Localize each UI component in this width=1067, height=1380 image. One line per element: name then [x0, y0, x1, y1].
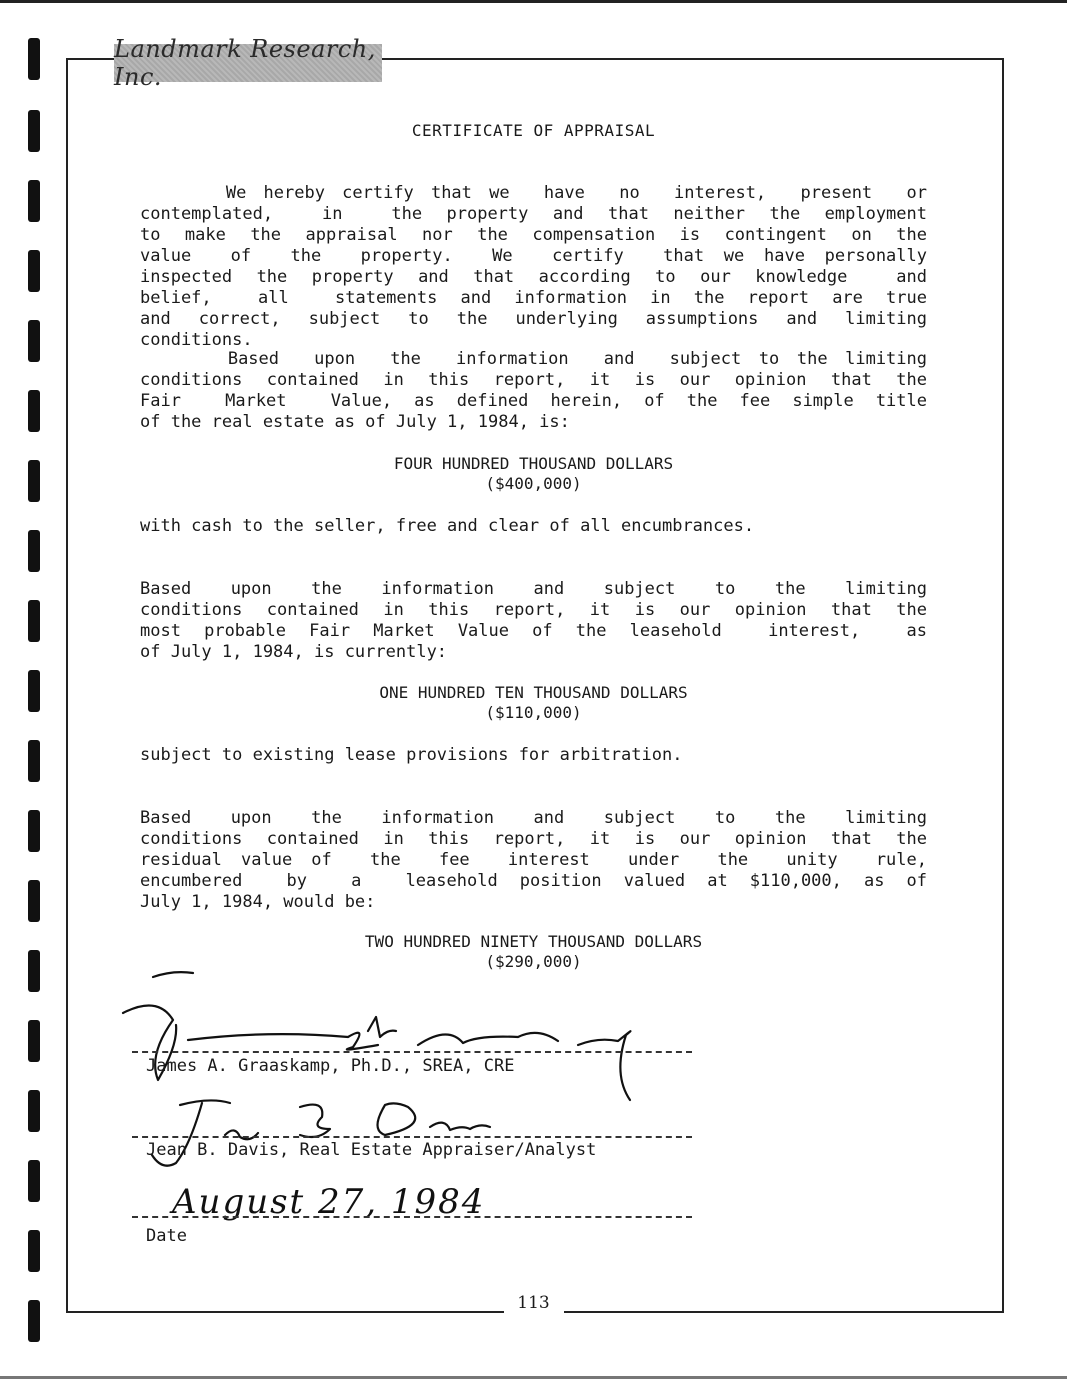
binding-hole [28, 810, 40, 852]
text-line: inspected the property and that according to our knowledge and [140, 267, 927, 287]
binding-hole [28, 1020, 40, 1062]
text-line: July 1, 1984, would be: [140, 892, 376, 912]
page-top-edge [0, 0, 1067, 3]
binding-hole [28, 1230, 40, 1272]
date-label: Date [146, 1226, 187, 1246]
text-line: Fair Market Value, as defined herein, of the fee simple title [140, 391, 927, 411]
text-line: belief, all statements and information in the report are true [140, 288, 927, 308]
binding-hole [28, 1090, 40, 1132]
text-line: conditions. [140, 330, 253, 350]
document-title: CERTIFICATE OF APPRAISAL [411, 121, 656, 140]
text-line: Based upon the information and subject to the limiting [140, 808, 927, 828]
value-in-words: FOUR HUNDRED THOUSAND DOLLARS [393, 454, 674, 473]
text-line: encumbered by a leasehold position valued at $110,000, as of [140, 871, 927, 891]
text-line: value of the property. We certify that we have personally [140, 246, 927, 266]
leasehold-value [0, 683, 1067, 723]
value-in-figures: ($110,000) [485, 703, 582, 722]
leasehold-opinion-paragraph [140, 579, 927, 663]
certification-paragraph [140, 183, 927, 351]
text-line: residual value of the fee interest under the unity rule, [140, 850, 927, 870]
text-line: subject to existing lease provisions for arbitration. [140, 745, 683, 765]
value-in-words: ONE HUNDRED TEN THOUSAND DOLLARS [379, 683, 688, 702]
binding-hole [28, 38, 40, 80]
fee-simple-value [0, 454, 1067, 494]
text-line: conditions contained in this report, it is our opinion that the [140, 370, 927, 390]
binding-hole [28, 180, 40, 222]
value-in-figures: ($290,000) [485, 952, 582, 971]
letterhead-logo [114, 35, 382, 91]
text-line: conditions contained in this report, it is our opinion that the [140, 600, 927, 620]
graaskamp-signature [118, 965, 648, 1105]
binding-hole [28, 250, 40, 292]
binding-hole [28, 880, 40, 922]
binding-hole [28, 320, 40, 362]
date-line [132, 1216, 692, 1218]
text-line: with cash to the seller, free and clear of all encumbrances. [140, 516, 755, 536]
fee-simple-value-note [140, 516, 927, 537]
signatory-name: James A. Graaskamp, Ph.D., SREA, CRE [146, 1056, 515, 1076]
text-line: to make the appraisal nor the compensation is contingent on the [140, 225, 927, 245]
binding-hole [28, 740, 40, 782]
page-number: 113 [517, 1293, 550, 1313]
value-in-words: TWO HUNDRED NINETY THOUSAND DOLLARS [364, 932, 703, 951]
binding-hole [28, 530, 40, 572]
text-line: and correct, subject to the underlying assumptions and limiting [140, 309, 927, 329]
text-line: Based upon the information and subject to the limiting [140, 349, 927, 369]
fee-simple-opinion-paragraph [140, 349, 927, 433]
residual-value-paragraph [140, 808, 927, 913]
signatory-name: Jean B. Davis, Real Estate Appraiser/Analyst [146, 1140, 597, 1160]
text-line: contemplated, in the property and that neither the employment [140, 204, 927, 224]
text-line: We hereby certify that we have no interest, present or [140, 183, 927, 203]
handwritten-date: August 27, 1984 [172, 1182, 486, 1222]
leasehold-value-note [140, 745, 927, 766]
text-line: of the real estate as of July 1, 1984, is: [140, 412, 570, 432]
value-in-figures: ($400,000) [485, 474, 582, 493]
binding-hole [28, 1160, 40, 1202]
text-line: most probable Fair Market Value of the leasehold interest, as [140, 621, 927, 641]
page-bottom-edge [0, 1376, 1067, 1379]
binding-hole [28, 390, 40, 432]
binding-hole [28, 600, 40, 642]
company-name: Landmark Research, Inc. [114, 35, 376, 91]
text-line: conditions contained in this report, it is our opinion that the [140, 829, 927, 849]
text-line: Based upon the information and subject to the limiting [140, 579, 927, 599]
text-line: of July 1, 1984, is currently: [140, 642, 448, 662]
